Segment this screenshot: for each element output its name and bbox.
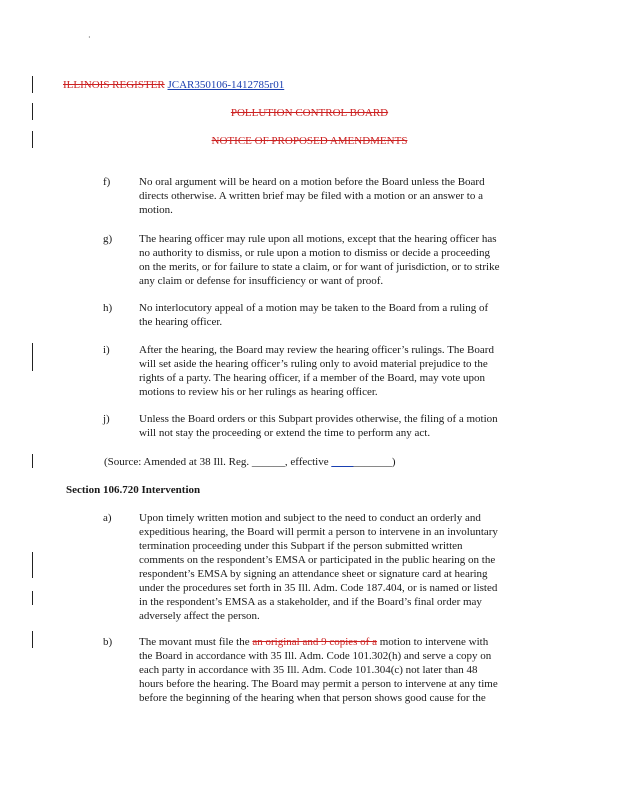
- source-inserted: ____: [331, 456, 354, 468]
- register-name-deleted: ILLINOIS REGISTER: [63, 79, 165, 91]
- paragraph-label: j): [103, 413, 110, 425]
- paragraph-line: No oral argument will be heard on a motion before the Board unless the Board: [139, 176, 485, 188]
- paragraph-line: The hearing officer may rule upon all motions, except that the hearing officer has: [139, 233, 497, 245]
- paragraph-label: b): [103, 636, 113, 648]
- paragraph-line: before the beginning of the hearing when that person shows good cause for the: [139, 692, 486, 704]
- paragraph-line: rights of a party. The hearing officer, if a member of the Board, may vote upon: [139, 372, 486, 384]
- paragraph-label: g): [103, 233, 113, 245]
- paragraph-line: termination proceeding under this Subpart if the person submitted written: [139, 540, 463, 552]
- notice-header: NOTICE OF PROPOSED AMENDMENTS: [211, 135, 408, 147]
- change-bar: [32, 454, 33, 468]
- paragraph-label: f): [103, 176, 111, 188]
- paragraph-line: comments on the respondent’s EMSA or participated in the public hearing on the: [139, 554, 496, 566]
- paragraph-line: hours before the hearing. The Board may permit a person to intervene at any time: [139, 678, 498, 690]
- line-text: The movant must file the: [139, 636, 253, 648]
- paragraph-line: motions to review his or her rulings as hearing officer.: [139, 386, 378, 398]
- paragraph-line: no authority to dismiss, or rule upon a motion to dismiss or decide a proceeding: [139, 247, 491, 259]
- paragraph-line: under the procedures set forth in 35 Ill. Adm. Code 187.404, or is named or listed: [139, 582, 498, 594]
- paragraph-line: in the respondent’s EMSA as a stakeholder, and if the Board’s final order may: [139, 596, 482, 608]
- paragraph-line: will set aside the hearing officer’s ruling only to avoid material prejudice to the: [139, 358, 488, 370]
- change-bar: [32, 631, 33, 648]
- paragraph-line: the hearing officer.: [139, 316, 223, 328]
- paragraph-line: No interlocutory appeal of a motion may be taken to the Board from a ruling of: [139, 302, 489, 314]
- line-text: motion to intervene with: [376, 636, 489, 648]
- paragraph-line: will not stay the proceeding or extend the time to perform any act.: [139, 427, 431, 439]
- paragraph-line: the Board in accordance with 35 Ill. Adm. Code 101.302(h) and serve a copy on: [139, 650, 492, 662]
- board-header: POLLUTION CONTROL BOARD: [230, 107, 389, 119]
- register-code-inserted: JCAR350106-1412785r01: [167, 79, 285, 91]
- paragraph-label: h): [103, 302, 113, 314]
- paragraph-label: a): [103, 512, 112, 524]
- paragraph-line: motion.: [139, 204, 173, 216]
- paragraph-line: respondent’s EMSA by signing an attendance sheet or signature card at hearing: [139, 568, 488, 580]
- deleted-text: an original and 9 copies of a: [252, 636, 377, 648]
- stray-mark: ·: [88, 33, 91, 42]
- paragraph-line: directs otherwise. A written brief may be filed with a motion or an answer to a: [139, 190, 483, 202]
- source-tail: _______): [353, 456, 396, 468]
- paragraph-label: i): [103, 344, 110, 356]
- change-bar: [32, 591, 33, 605]
- paragraph-line: After the hearing, the Board may review the hearing officer’s rulings. The Board: [139, 344, 494, 356]
- paragraph-line: [139, 635, 498, 649]
- paragraph-line: adversely affect the person.: [139, 610, 260, 622]
- section-heading: Section 106.720 Intervention: [66, 484, 201, 496]
- change-bar: [32, 76, 33, 93]
- paragraph-line: expeditious hearing, the Board will permit a person to intervene in an involuntary: [139, 526, 498, 538]
- paragraph-line: on the merits, or for failure to state a claim, or for want of jurisdiction, or to strike: [139, 261, 500, 273]
- paragraph-line: any claim or defense for insufficiency or want of proof.: [139, 275, 384, 287]
- change-bar: [32, 552, 33, 578]
- paragraph-line: each party in accordance with 35 Ill. Adm. Code 101.304(c) not later than 48: [139, 664, 478, 676]
- source-text: (Source: Amended at 38 Ill. Reg. ______, effective: [104, 456, 329, 468]
- change-bar: [32, 343, 33, 371]
- register-header: [63, 78, 284, 92]
- paragraph-line: Unless the Board orders or this Subpart provides otherwise, the filing of a motion: [139, 413, 498, 425]
- paragraph-line: Upon timely written motion and subject to the need to conduct an orderly and: [139, 512, 481, 524]
- source-note: [104, 455, 396, 469]
